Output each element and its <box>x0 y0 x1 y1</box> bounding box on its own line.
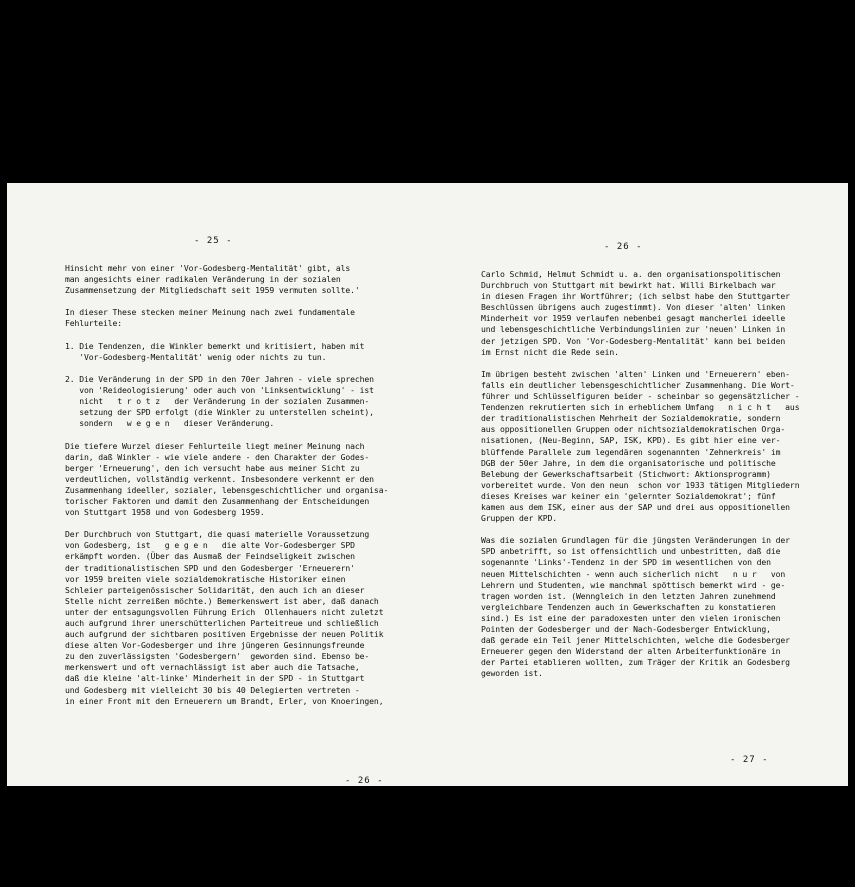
page-number: - 25 - <box>194 236 233 246</box>
text-line: berger 'Erneuerung', den ich versucht habe aus meiner Sicht zu <box>65 462 360 473</box>
text-line: SPD anbetrifft, so ist offensichtlich und unbestritten, daß die <box>481 546 781 557</box>
footer-page-number: - 27 - <box>730 755 769 765</box>
text-line: Erneuerer gegen den Widerstand der alten Arbeiterfunktionäre in <box>481 646 781 657</box>
text-line <box>65 363 388 374</box>
text-line: geworden ist. <box>481 668 543 679</box>
text-line: daß die kleine 'alt-linke' Minderheit in der SPD - in Stuttgart <box>65 673 365 684</box>
text-line: vergleichbare Tendenzen auch in Gewerkschaften zu konstatieren <box>481 601 776 612</box>
text-line: Gruppen der KPD. <box>481 513 558 524</box>
text-line: erkämpft worden. (Über das Ausmaß der Feindseligkeit zwischen <box>65 551 355 562</box>
text-line: nisationen, (Neu-Beginn, SAP, ISK, KPD). Es gibt hier eine ver- <box>481 435 781 446</box>
text-line: Der Durchbruch von Stuttgart, die quasi materielle Voraussetzung <box>65 529 370 540</box>
scanned-spread <box>7 183 848 786</box>
text-line: Zusammenhang ideeller, sozialer, lebensgeschichtlicher und organisa- <box>65 484 389 495</box>
text-line: der jetzigen SPD. Von 'Vor-Godesberg-Mentalität' kann bei beiden <box>481 335 786 346</box>
text-line: Carlo Schmid, Helmut Schmidt u. a. den organisationspolitischen <box>481 269 781 279</box>
text-line: DGB der 50er Jahre, in dem die organisatorische und politische <box>481 457 776 468</box>
text-line: diese alten Vor-Godesberger und ihre jüngeren Gesinnungsfreunde <box>65 640 365 651</box>
text-line <box>481 358 799 369</box>
text-line: torischer Faktoren und damit den Zusammenhang der Entscheidungen <box>65 495 370 506</box>
text-line: Die tiefere Wurzel dieser Fehlurteile liegt meiner Meinung nach <box>65 440 365 451</box>
text-line: auch aufgrund der sichtbaren positiven Ergebnisse der neuen Politik <box>65 629 384 640</box>
text-line: Lehrern und Studenten, wie manchmal spöttisch bemerkt wird - ge- <box>481 579 786 590</box>
text-line: Fehlurteile: <box>65 318 123 329</box>
right-page-text <box>481 269 799 679</box>
text-line: von 'Reideologisierung' oder auch von 'Linksentwicklung' - ist <box>65 385 374 396</box>
text-line: daß gerade ein Teil jener Mittelschichten, welche die Godesberger <box>481 635 790 646</box>
text-line: sind.) Es ist eine der paradoxesten unter den vielen ironischen <box>481 612 781 623</box>
text-line: 1. Die Tendenzen, die Winkler bemerkt und kritisiert, haben mit <box>65 340 365 351</box>
text-line: in einer Front mit den Erneuerern um Brandt, Erler, von Knoeringen, <box>65 695 384 706</box>
text-line <box>65 518 388 529</box>
text-line: dieses Kreises war keiner ein 'gelernter Sozialdemokrat'; fünf <box>481 490 776 501</box>
text-line: Was die sozialen Grundlagen für die jüngsten Veränderungen in der <box>481 535 790 546</box>
text-line: der traditionalistischen SPD und den Godesberger 'Erneuerern' <box>65 562 355 573</box>
text-line: Stelle nicht zerreißen möchte.) Bemerkenswert ist aber, daß danach <box>65 595 379 606</box>
text-line: kamen aus dem ISK, einer aus der SAP und drei aus oppositionellen <box>481 501 790 512</box>
left-page <box>7 183 437 786</box>
text-line: sondern w e g e n dieser Veränderung. <box>65 418 275 429</box>
text-line: man angesichts einer radikalen Veränderung in der sozialen <box>65 274 341 285</box>
text-line: vorbereitet wurde. Von den neun schon vor 1933 tätigen Mitgliedern <box>481 479 800 490</box>
text-line: unter der entsagungsvollen Führung Erich Ollenhauers nicht zuletzt <box>65 606 384 617</box>
text-line: zu den zuverlässigsten 'Godesbergern' geworden sind. Ebenso be- <box>65 651 370 662</box>
text-line: der traditionalistischen Mehrheit der Sozialdemokratie, sondern <box>481 413 781 424</box>
text-line: blüffende Parallele zum legendären sogenannten 'Zehnerkreis' im <box>481 446 781 457</box>
text-line: nicht t r o t z der Veränderung in der sozialen Zusammen- <box>65 396 370 407</box>
text-line: setzung der SPD erfolgt (die Winkler zu unterstellen scheint), <box>65 407 374 418</box>
text-line: Pointen der Godesberger und der Nach-Godesberger Entwicklung, <box>481 624 771 634</box>
text-line: neuen Mittelschichten - wenn auch sicherlich nicht n u r von <box>481 568 786 579</box>
text-line: aus oppositionellen Gruppen oder nichtsozialdemokratischen Orga- <box>481 424 786 435</box>
text-line <box>65 429 388 440</box>
text-line: In dieser These stecken meiner Meinung nach zwei fundamentale <box>65 307 355 318</box>
footer-page-number: - 26 - <box>345 776 384 786</box>
text-line: im Ernst nicht die Rede sein. <box>481 346 619 357</box>
page-number: - 26 - <box>604 242 643 252</box>
text-line: führer und Schlüsselfiguren beider - scheinbar so gegensätzlicher - <box>481 391 800 402</box>
text-line: Durchbruch von Stuttgart mit bewirkt hat. Willi Birkelbach war <box>481 280 776 291</box>
text-line: Minderheit vor 1959 verlaufen nebenbei gesagt mancherlei ideelle <box>481 313 786 324</box>
text-line <box>65 330 388 341</box>
text-line: auch aufgrund ihrer unerschütterlichen Parteitreue und schließlich <box>65 618 379 628</box>
text-line: Zusammensetzung der Mitgliedschaft seit 1959 vermuten sollte.' <box>65 285 360 296</box>
left-page-text <box>65 263 388 707</box>
text-line: Im übrigen besteht zwischen 'alten' Linken und 'Erneuerern' eben- <box>481 368 790 379</box>
text-line: Tendenzen rekrutierten sich in erheblichem Umfang n i c h t aus <box>481 402 800 413</box>
text-line: von Godesberg, ist g e g e n die alte Vor-Godesberger SPD <box>65 540 355 551</box>
text-line: sogenannte 'Links'-Tendenz in der SPD im wesentlichen von den <box>481 557 771 568</box>
text-line: von Stuttgart 1958 und von Godesberg 1959. <box>65 507 265 518</box>
text-line: Hinsicht mehr von einer 'Vor-Godesberg-Mentalität' gibt, als <box>65 263 351 273</box>
text-line: und Godesberg mit vielleicht 30 bis 40 Delegierten vertreten - <box>65 684 360 695</box>
text-line: und lebensgeschichtliche Verbindungslinien zur 'neuen' Linken in <box>481 324 786 335</box>
text-line: der Partei etablieren wollten, zum Träger der Kritik an Godesberg <box>481 657 790 668</box>
text-line: Beschlüssen übrigens auch zugestimmt). Von dieser 'alten' linken <box>481 302 786 313</box>
text-line: verdeutlichen, vollständig verkennt. Insbesondere verkennt er den <box>65 473 374 484</box>
text-line: darin, daß Winkler - wie viele andere - den Charakter der Godes- <box>65 451 370 462</box>
text-line: 'Vor-Godesberg-Mentalität' wenig oder nichts zu tun. <box>65 351 327 362</box>
text-line: merkenswert und oft vernachlässigt ist aber auch die Tatsache, <box>65 662 360 673</box>
text-line: Schleier parteigenössischer Solidarität, den auch ich an dieser <box>65 584 365 595</box>
text-line <box>481 524 799 535</box>
text-line: 2. Die Veränderung in der SPD in den 70er Jahren - viele sprechen <box>65 373 374 384</box>
text-line: in diesen Fragen ihr Wortführer; (ich selbst habe den Stuttgarter <box>481 291 790 302</box>
text-line: falls ein deutlicher lebensgeschichtlicher Zusammenhang. Die Wort- <box>481 379 795 390</box>
text-line <box>65 296 388 307</box>
text-line: vor 1959 breiten viele sozialdemokratische Historiker einen <box>65 573 346 584</box>
text-line: tragen worden ist. (Wenngleich in den letzten Jahren zunehmend <box>481 590 776 601</box>
text-line: Belebung der Gewerkschaftsarbeit (Stichwort: Aktionsprogramm) <box>481 468 771 479</box>
right-page <box>437 183 848 786</box>
